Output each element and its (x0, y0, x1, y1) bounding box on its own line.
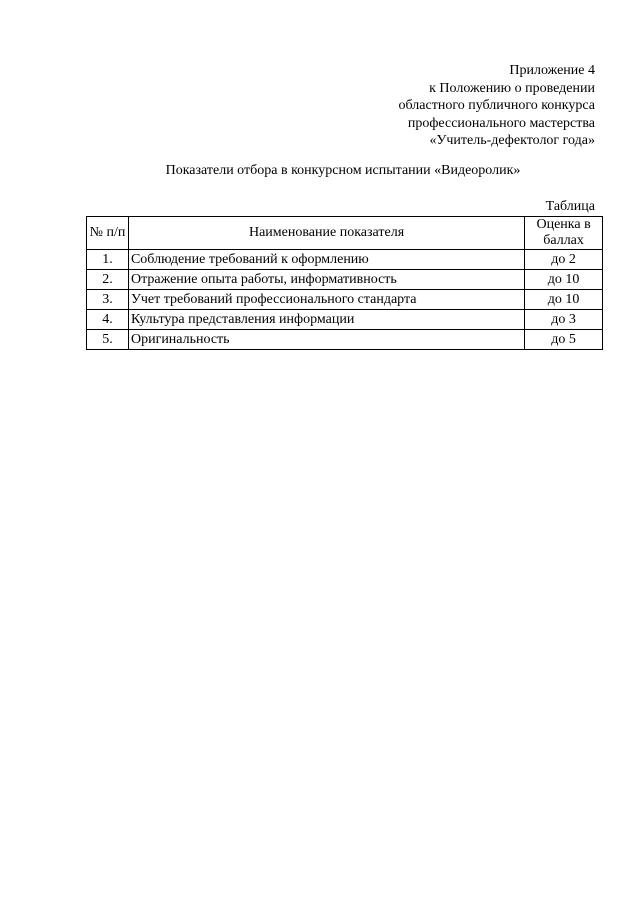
appendix-line: областного публичного конкурса (398, 98, 595, 113)
row-name: Культура представления информации (128, 310, 524, 330)
row-number: 4. (87, 310, 129, 330)
appendix-line: профессионального мастерства (407, 115, 595, 131)
header-number: № п/п (87, 217, 129, 250)
appendix-line: «Учитель-дефектолог года» (429, 133, 595, 148)
row-name: Соблюдение требований к оформлению (128, 250, 524, 270)
row-number: 2. (87, 270, 129, 290)
row-name: Оригинальность (128, 330, 524, 350)
appendix-line: Приложение 4 (509, 63, 595, 78)
table-row (87, 310, 603, 330)
row-score: до 10 (525, 290, 603, 310)
table-row (87, 330, 603, 350)
row-name: Учет требований профессионального стандарта (128, 290, 524, 310)
document-title: Показатели отбора в конкурсном испытании «Видеоролик» (165, 163, 521, 178)
table-row (87, 290, 603, 310)
row-score: до 2 (525, 250, 603, 270)
header-score: Оценка в баллах (525, 217, 603, 250)
row-number: 3. (87, 290, 129, 310)
row-score: до 10 (525, 270, 603, 290)
table-caption: Таблица (545, 199, 595, 214)
table-row (87, 250, 603, 270)
criteria-table (86, 216, 603, 350)
row-number: 1. (87, 250, 129, 270)
row-number: 5. (87, 330, 129, 350)
row-name: Отражение опыта работы, информативность (128, 270, 524, 290)
appendix-line: к Положению о проведении (429, 80, 595, 96)
table-header-row (87, 217, 603, 250)
table-row (87, 270, 603, 290)
row-score: до 3 (525, 310, 603, 330)
appendix-header (399, 62, 595, 150)
row-score: до 5 (525, 330, 603, 350)
header-name: Наименование показателя (128, 217, 524, 250)
